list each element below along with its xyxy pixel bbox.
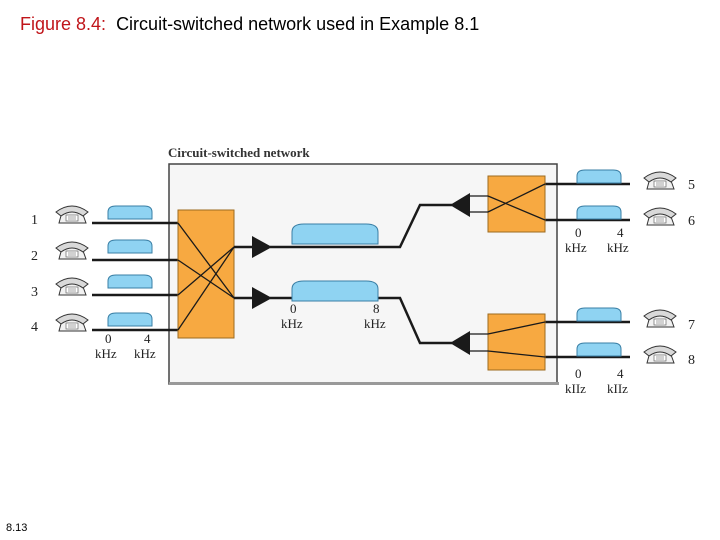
- telephone-icon: [644, 208, 676, 225]
- band-trunk-high: 8: [373, 301, 380, 316]
- band-right-bottom-unit-low: kIIz: [565, 381, 586, 396]
- band-right-bottom-unit-high: kIIz: [607, 381, 628, 396]
- band-trunk-low: 0: [290, 301, 297, 316]
- telephone-icon: [644, 346, 676, 363]
- band-line-8: [577, 343, 621, 356]
- band-line-1: [108, 206, 152, 219]
- page-number: 8.13: [6, 522, 28, 534]
- band-trunk-bottom: [292, 281, 378, 301]
- telephone-icon: [644, 310, 676, 327]
- band-left-unit-low: kHz: [95, 346, 117, 361]
- band-line-2: [108, 240, 152, 253]
- telephone-icon: [644, 172, 676, 189]
- right-bottom-switch: [488, 314, 545, 370]
- telephone-icon: [56, 242, 88, 259]
- phone-label-3: 3: [31, 285, 38, 300]
- band-right-top-high: 4: [617, 225, 624, 240]
- band-right-bottom-high: 4: [617, 366, 624, 381]
- band-left-unit-high: kHz: [134, 346, 156, 361]
- phone-label-7: 7: [688, 318, 695, 333]
- left-switch: [178, 210, 234, 338]
- band-line-5: [577, 170, 621, 183]
- band-left-high: 4: [144, 331, 151, 346]
- phone-label-1: 1: [31, 213, 38, 228]
- band-line-4: [108, 313, 152, 326]
- telephone-icon: [56, 278, 88, 295]
- phone-label-6: 6: [688, 214, 695, 229]
- band-trunk-unit-low: kHz: [281, 316, 303, 331]
- band-trunk-unit-high: kHz: [364, 316, 386, 331]
- phone-label-8: 8: [688, 353, 695, 368]
- phone-label-2: 2: [31, 249, 38, 264]
- band-right-bottom-low: 0: [575, 366, 582, 381]
- figure-caption: Circuit-switched network used in Example 8.1: [116, 14, 480, 34]
- band-line-7: [577, 308, 621, 321]
- band-right-top-low: 0: [575, 225, 582, 240]
- network-label: Circuit-switched network: [168, 145, 310, 160]
- telephone-icon: [56, 206, 88, 223]
- phone-label-4: 4: [31, 320, 38, 335]
- right-top-switch: [488, 176, 545, 232]
- band-left-low: 0: [105, 331, 112, 346]
- telephone-icon: [56, 314, 88, 331]
- band-trunk-top: [292, 224, 378, 244]
- band-right-top-unit-low: kHz: [565, 240, 587, 255]
- network-shadow: [169, 382, 559, 385]
- band-right-top-unit-high: kHz: [607, 240, 629, 255]
- band-line-6: [577, 206, 621, 219]
- figure-label: Figure 8.4:: [20, 14, 107, 34]
- phone-label-5: 5: [688, 178, 695, 193]
- band-line-3: [108, 275, 152, 288]
